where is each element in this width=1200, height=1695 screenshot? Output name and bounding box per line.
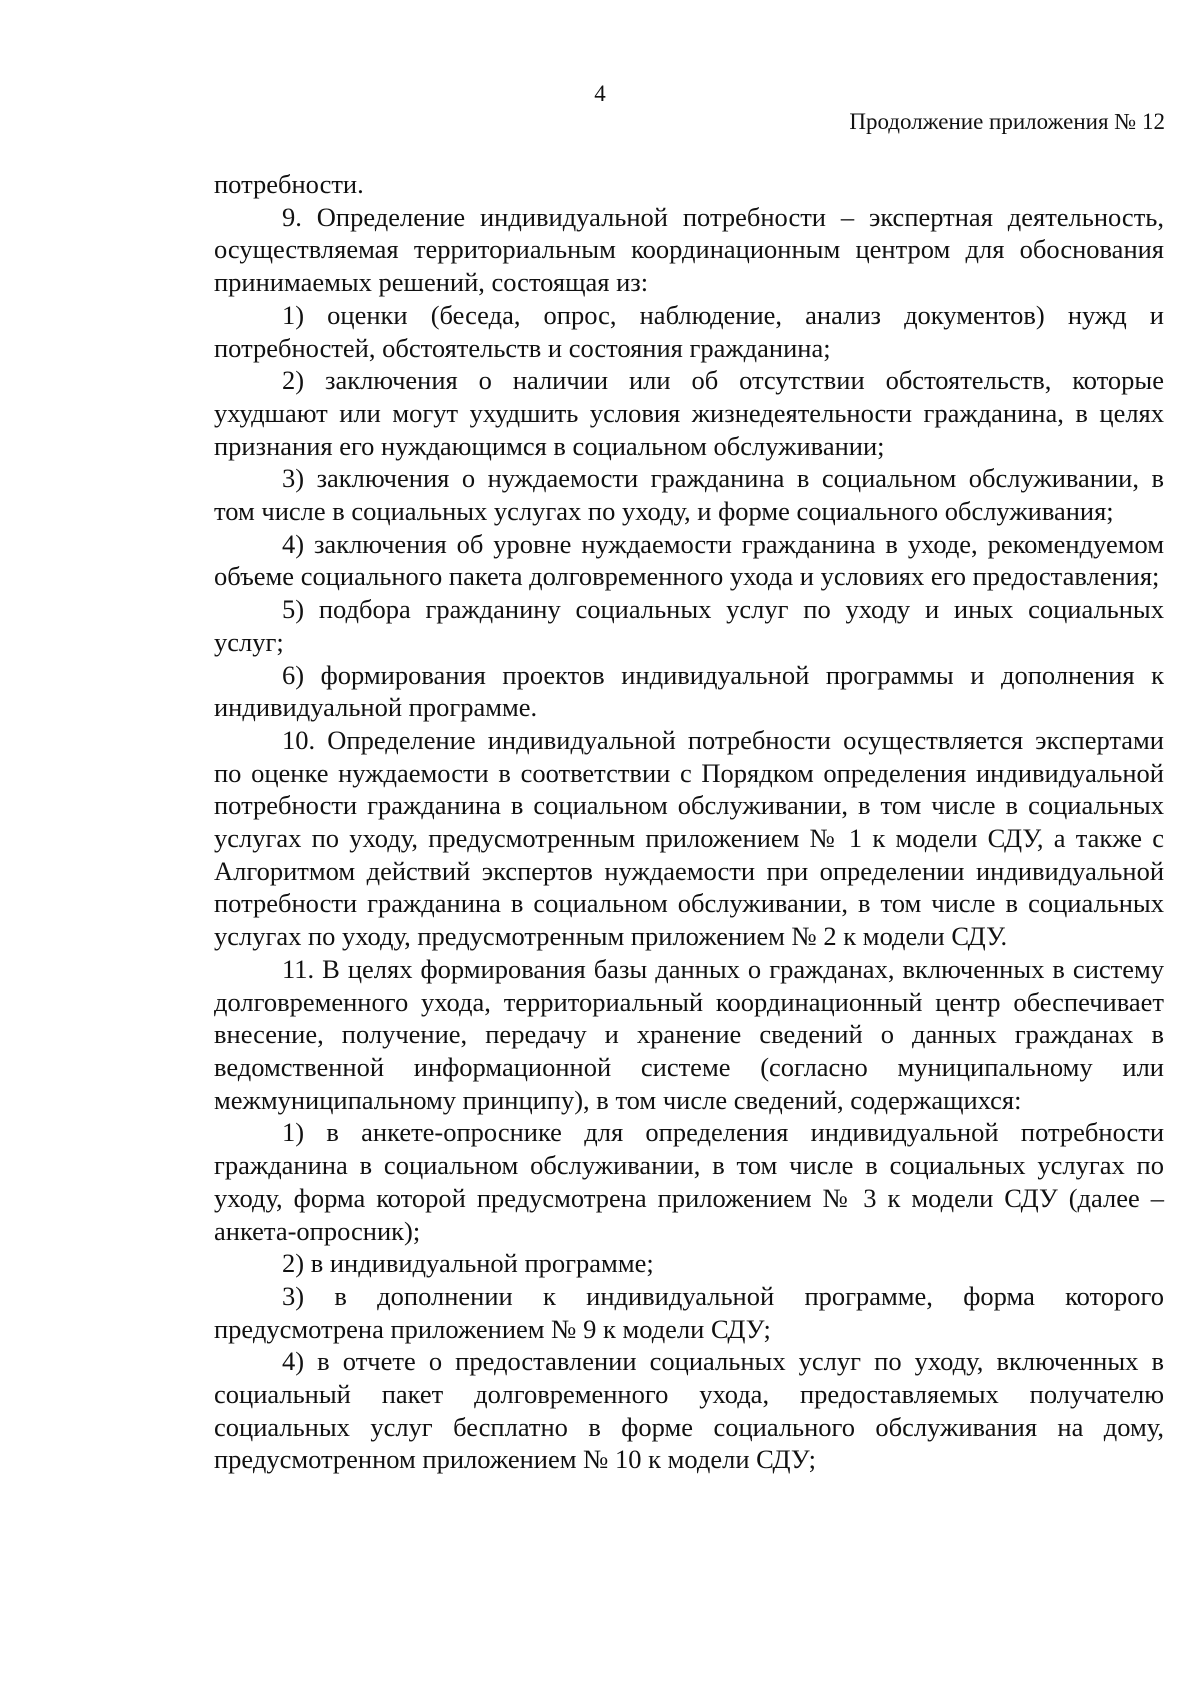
paragraph-item-9-5: 5) подбора гражданину социальных услуг по уходу и иных социальных услуг; — [214, 594, 1164, 657]
paragraph-item-9: 9. Определение индивидуальной потребности – экспертная деятельность, осуществляемая территориальным координационным центром для обоснования принимаемых решений, состоящая из: — [214, 201, 1164, 298]
paragraph-item-11-2: 2) в индивидуальной программе; — [282, 1248, 654, 1279]
paragraph-item-11-1: 1) в анкете-опроснике для определения индивидуальной потребности гражданина в социальном обслуживании, в том числе в социальных услугах по уходу, форма которой предусмотрена приложением № 3 к модели СДУ (далее – анкета-опросник); — [214, 1117, 1164, 1246]
paragraph-item-9-3: 3) заключения о нуждаемости гражданина в социальном обслуживании, в том числе в социальных услугах по уходу, и форме социального обслуживания; — [214, 463, 1164, 527]
paragraph-item-10: 10. Определение индивидуальной потребности осуществляется экспертами по оценке нуждаемости в соответствии с Порядком определения индивидуальной потребности гражданина в социальном обслуживании, в том числе в социальных услугах по уходу, предусмотренным приложением № 1 к модели СДУ, а также с Алгоритмом действий экспертов нуждаемости при определении индивидуальной потребности гражданина в социальном обслуживании, в том числе в социальных услугах по уходу, предусмотренным приложением № 2 к модели СДУ. — [214, 724, 1164, 952]
paragraph-item-9-2: 2) заключения о наличии или об отсутствии обстоятельств, которые ухудшают или могут ухудшить условия жизнедеятельности гражданина, в целях признания его нуждающимся в социальном обслуживании; — [214, 365, 1164, 461]
page-number: 4 — [594, 81, 606, 106]
paragraph-item-11-3: 3) в дополнении к индивидуальной программе, форма которого предусмотрена приложением № 9 к модели СДУ; — [214, 1280, 1164, 1344]
appendix-continuation-note: Продолжение приложения № 12 — [849, 109, 1165, 134]
document-body — [214, 168, 1164, 1476]
paragraph-item-9-4: 4) заключения об уровне нуждаемости гражданина в уходе, рекомендуемом объеме социального пакета долговременного ухода и условиях его предоставления; — [214, 528, 1164, 592]
paragraph-item-9-1: 1) оценки (беседа, опрос, наблюдение, анализ документов) нужд и потребностей, обстоятельств и состояния гражданина; — [214, 299, 1164, 363]
paragraph-needs-end: потребности. — [214, 169, 364, 199]
paragraph-item-11: 11. В целях формирования базы данных о гражданах, включенных в систему долговременного ухода, территориальный координационный центр обеспечивает внесение, получение, передачу и хранение сведений о данных гражданах в ведомственной информационной системе (согласно муниципальному или межмуниципальному принципу), в том числе сведений, содержащихся: — [214, 953, 1164, 1115]
paragraph-item-11-4: 4) в отчете о предоставлении социальных услуг по уходу, включенных в социальный пакет долговременного ухода, предоставляемых получателю социальных услуг бесплатно в форме социального обслуживания на дому, предусмотренном приложением № 10 к модели СДУ; — [214, 1346, 1164, 1475]
paragraph-item-9-6: 6) формирования проектов индивидуальной программы и дополнения к индивидуальной программе. — [214, 659, 1164, 723]
